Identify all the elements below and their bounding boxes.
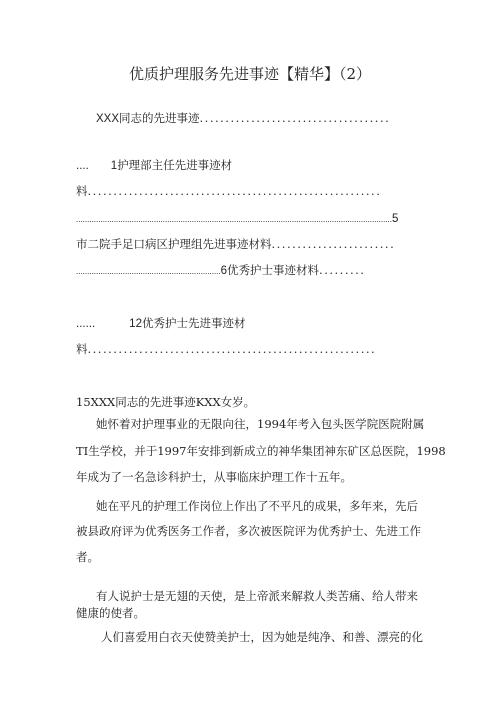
toc-page-number: 1: [110, 160, 118, 172]
body-line: 她怀着对护理事业的无限向往，1994年考入包头医学院医院附属: [96, 417, 425, 431]
toc-entry-5: [76, 236, 395, 252]
toc-leader: .........................................................: [87, 184, 382, 198]
toc-entry-text: 优秀护士先进事迹材: [141, 316, 246, 330]
toc-leader: .........: [319, 263, 366, 277]
toc-leader: .....................................: [199, 111, 391, 125]
toc-page-number: 12: [129, 318, 142, 330]
toc-entry-7: [76, 315, 245, 332]
toc-prefix: ......: [76, 318, 96, 330]
toc-leader: ........................: [271, 237, 396, 251]
body-line: 人们喜爱用白衣天使赞美护士，因为她是纯净、和善、漂亮的化: [101, 630, 423, 644]
body-line: 者。: [76, 550, 99, 564]
toc-leader: .................................................................: [76, 268, 221, 276]
toc-entry-4: [76, 210, 398, 228]
document-title: 优质护理服务先进事迹【精华】（2）: [128, 65, 372, 83]
toc-page-number: 6: [220, 265, 228, 277]
body-line: 年成为了一名急诊科护士，从事临床护理工作十五年。: [76, 470, 352, 484]
toc-entry-text: 料: [76, 342, 88, 356]
toc-entry-text: 优秀护士事迹材料: [227, 263, 320, 277]
toc-entry-text: 料: [76, 184, 88, 198]
toc-entry-text: 市二院手足口病区护理组先进事迹材料: [76, 237, 272, 251]
body-line: 被县政府评为优秀医务工作者，多次被医院评为优秀护士、先进工作: [76, 524, 421, 538]
toc-entry-6: [76, 262, 365, 280]
toc-leader: ........................................................: [87, 342, 377, 356]
toc-entry-2: [76, 157, 232, 174]
body-line: 健康的使者。: [76, 606, 145, 620]
toc-leader: ..............................................................................................................................................: [76, 216, 392, 224]
toc-entry-3: [76, 183, 381, 199]
toc-entry-text: XXX同志的先进事迹: [96, 113, 200, 125]
body-line: TI生学校，并于1997年安排到新成立的神华集团神东矿区总医院，1998: [76, 444, 446, 458]
body-line: 她在平凡的护理工作岗位上作出了不平凡的成果，多年来，先后: [96, 499, 418, 513]
body-line: 15XXX同志的先进事迹KXX女岁。: [76, 395, 256, 409]
toc-entry-1: [96, 110, 390, 127]
toc-prefix: ....: [76, 160, 89, 172]
body-line: 有人说护士是无翅的天使，是上帝派来解救人类苦痛、给人带来: [96, 589, 418, 603]
toc-entry-text: 护理部主任先进事迹材: [117, 158, 233, 172]
toc-page-number: 5: [391, 213, 399, 225]
toc-entry-8: [76, 341, 376, 357]
